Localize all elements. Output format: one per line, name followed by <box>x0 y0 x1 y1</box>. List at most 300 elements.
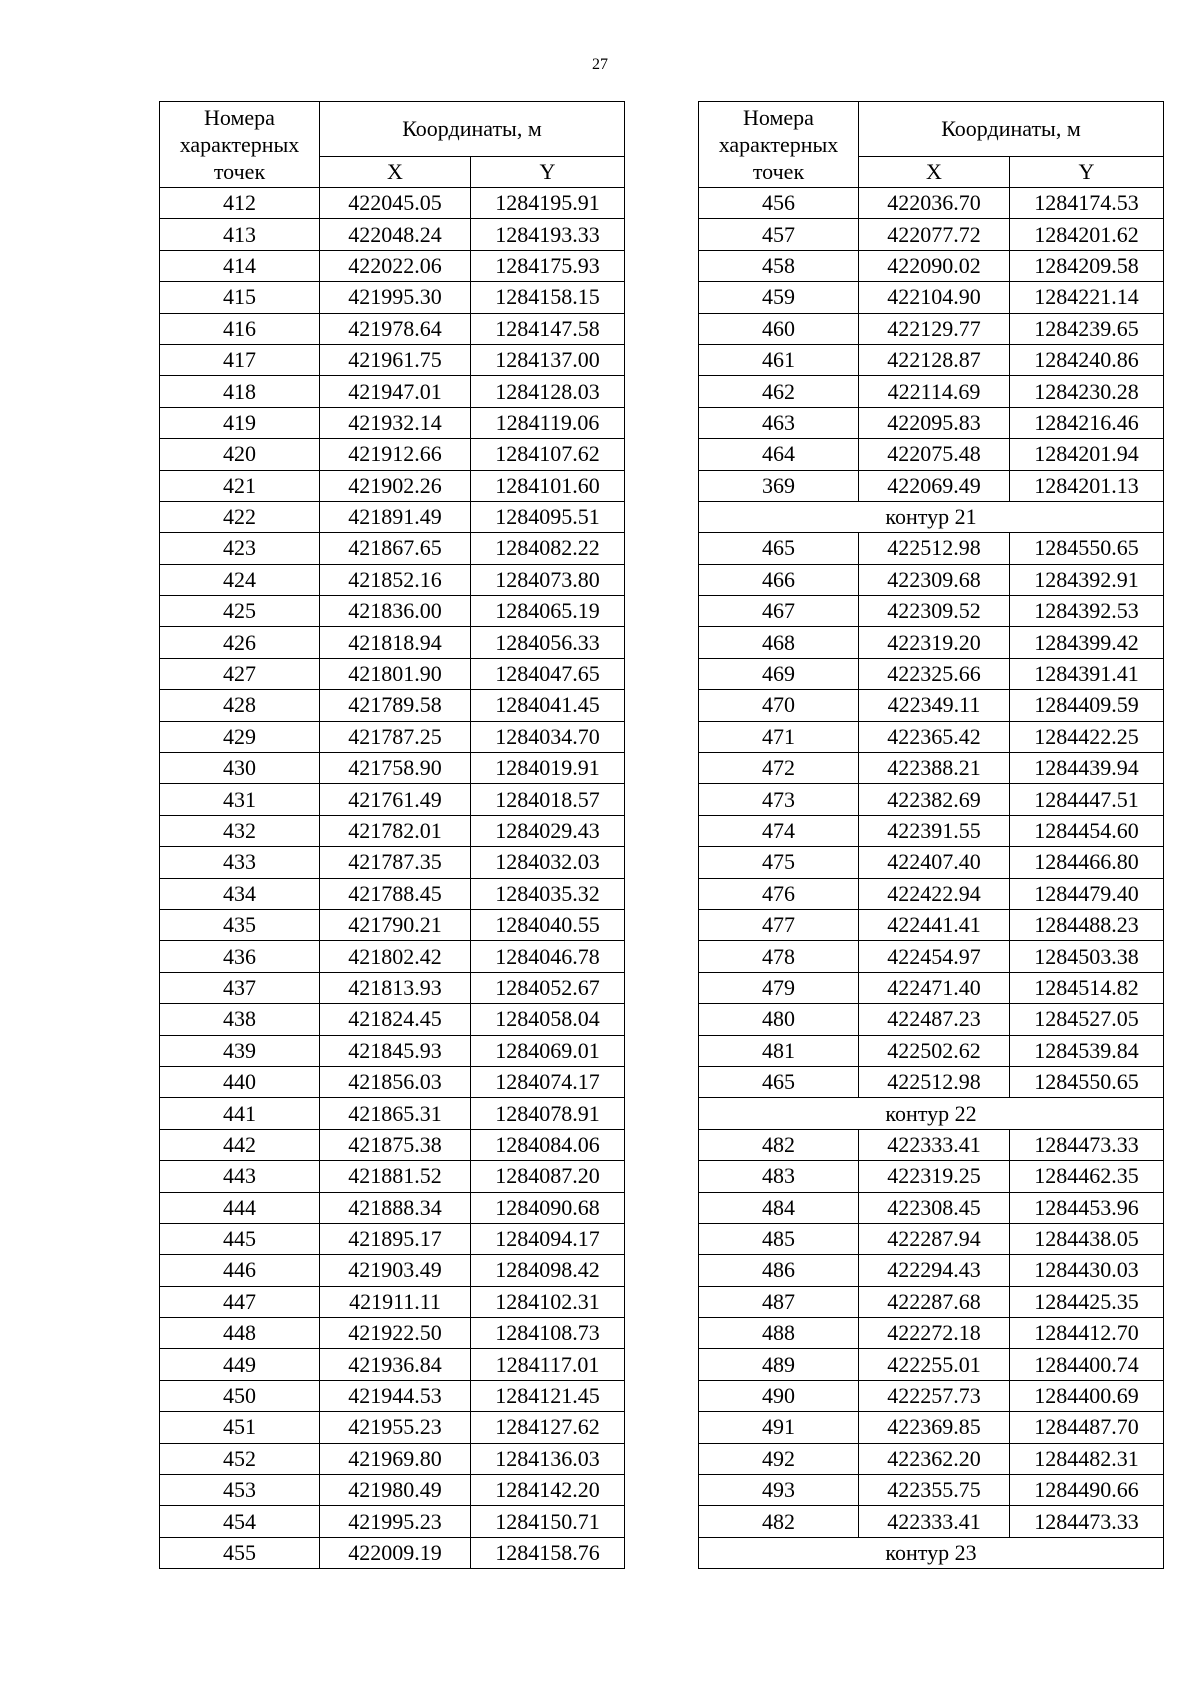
table-row <box>699 627 1164 658</box>
table-row <box>160 753 625 784</box>
table-row <box>699 313 1164 344</box>
point-number-cell: 483 <box>699 1161 859 1192</box>
x-coordinate-cell: 421867.65 <box>320 533 471 564</box>
x-coordinate-cell: 422365.42 <box>859 721 1010 752</box>
point-number-cell: 416 <box>160 313 320 344</box>
x-coordinate-cell: 422114.69 <box>859 376 1010 407</box>
x-coordinate-cell: 421895.17 <box>320 1223 471 1254</box>
point-number-cell: 475 <box>699 847 859 878</box>
y-coordinate-cell: 1284400.69 <box>1010 1380 1164 1411</box>
contour-label: контур 21 <box>699 501 1164 532</box>
table-row <box>160 219 625 250</box>
y-coordinate-cell: 1284430.03 <box>1010 1255 1164 1286</box>
table-row <box>699 1443 1164 1474</box>
y-coordinate-cell: 1284069.01 <box>471 1035 625 1066</box>
y-coordinate-cell: 1284128.03 <box>471 376 625 407</box>
table-row <box>160 282 625 313</box>
table-row <box>699 344 1164 375</box>
table-row <box>160 1066 625 1097</box>
x-coordinate-cell: 421980.49 <box>320 1475 471 1506</box>
y-coordinate-cell: 1284409.59 <box>1010 690 1164 721</box>
y-coordinate-cell: 1284412.70 <box>1010 1318 1164 1349</box>
point-number-cell: 493 <box>699 1475 859 1506</box>
table-row <box>699 376 1164 407</box>
coordinates-table-left <box>159 101 625 1569</box>
y-coordinate-cell: 1284201.13 <box>1010 470 1164 501</box>
x-coordinate-cell: 421995.23 <box>320 1506 471 1537</box>
y-coordinate-cell: 1284195.91 <box>471 188 625 219</box>
y-coordinate-cell: 1284121.45 <box>471 1380 625 1411</box>
coordinates-table-right <box>698 101 1164 1569</box>
point-number-cell: 484 <box>699 1192 859 1223</box>
point-number-cell: 463 <box>699 407 859 438</box>
point-number-cell: 451 <box>160 1412 320 1443</box>
table-row <box>160 1098 625 1129</box>
point-number-cell: 434 <box>160 878 320 909</box>
y-coordinate-cell: 1284209.58 <box>1010 250 1164 281</box>
x-coordinate-cell: 421801.90 <box>320 658 471 689</box>
y-coordinate-cell: 1284137.00 <box>471 344 625 375</box>
x-coordinate-cell: 421856.03 <box>320 1066 471 1097</box>
table-row <box>699 439 1164 470</box>
table-row <box>160 627 625 658</box>
x-coordinate-cell: 422502.62 <box>859 1035 1010 1066</box>
point-number-cell: 415 <box>160 282 320 313</box>
point-number-cell: 432 <box>160 815 320 846</box>
y-coordinate-cell: 1284422.25 <box>1010 721 1164 752</box>
x-coordinate-cell: 422487.23 <box>859 1004 1010 1035</box>
x-coordinate-cell: 422077.72 <box>859 219 1010 250</box>
table-row <box>160 658 625 689</box>
y-coordinate-cell: 1284216.46 <box>1010 407 1164 438</box>
table-row <box>699 690 1164 721</box>
table-row <box>699 1412 1164 1443</box>
point-number-cell: 448 <box>160 1318 320 1349</box>
x-coordinate-cell: 421891.49 <box>320 501 471 532</box>
x-coordinate-cell: 422022.06 <box>320 250 471 281</box>
y-coordinate-cell: 1284150.71 <box>471 1506 625 1537</box>
x-coordinate-cell: 421818.94 <box>320 627 471 658</box>
x-coordinate-cell: 421881.52 <box>320 1161 471 1192</box>
y-coordinate-cell: 1284101.60 <box>471 470 625 501</box>
table-row <box>699 941 1164 972</box>
y-coordinate-cell: 1284466.80 <box>1010 847 1164 878</box>
y-coordinate-cell: 1284034.70 <box>471 721 625 752</box>
table-row <box>160 815 625 846</box>
table-row <box>699 1286 1164 1317</box>
point-number-cell: 459 <box>699 282 859 313</box>
x-coordinate-cell: 421852.16 <box>320 564 471 595</box>
table-row <box>160 1380 625 1411</box>
table-row <box>699 1349 1164 1380</box>
y-coordinate-cell: 1284158.15 <box>471 282 625 313</box>
y-coordinate-cell: 1284078.91 <box>471 1098 625 1129</box>
x-coordinate-cell: 422104.90 <box>859 282 1010 313</box>
y-coordinate-cell: 1284107.62 <box>471 439 625 470</box>
point-number-cell: 488 <box>699 1318 859 1349</box>
y-coordinate-cell: 1284479.40 <box>1010 878 1164 909</box>
point-number-cell: 439 <box>160 1035 320 1066</box>
table-row <box>160 1443 625 1474</box>
table-row <box>160 1537 625 1568</box>
x-coordinate-cell: 421888.34 <box>320 1192 471 1223</box>
x-coordinate-cell: 421922.50 <box>320 1318 471 1349</box>
y-coordinate-cell: 1284127.62 <box>471 1412 625 1443</box>
table-row <box>160 250 625 281</box>
table-row <box>699 1035 1164 1066</box>
table-row <box>699 1255 1164 1286</box>
y-coordinate-cell: 1284221.14 <box>1010 282 1164 313</box>
y-coordinate-cell: 1284539.84 <box>1010 1035 1164 1066</box>
table-row <box>699 815 1164 846</box>
y-coordinate-cell: 1284527.05 <box>1010 1004 1164 1035</box>
x-coordinate-cell: 422075.48 <box>859 439 1010 470</box>
y-coordinate-cell: 1284503.38 <box>1010 941 1164 972</box>
y-coordinate-cell: 1284147.58 <box>471 313 625 344</box>
x-coordinate-cell: 421932.14 <box>320 407 471 438</box>
point-number-cell: 447 <box>160 1286 320 1317</box>
y-coordinate-cell: 1284090.68 <box>471 1192 625 1223</box>
x-coordinate-cell: 422272.18 <box>859 1318 1010 1349</box>
x-coordinate-cell: 422454.97 <box>859 941 1010 972</box>
page-number: 27 <box>592 56 608 73</box>
table-row <box>160 972 625 1003</box>
point-number-cell: 429 <box>160 721 320 752</box>
x-coordinate-cell: 421936.84 <box>320 1349 471 1380</box>
table-row <box>699 1004 1164 1035</box>
y-coordinate-cell: 1284084.06 <box>471 1129 625 1160</box>
x-coordinate-cell: 422349.11 <box>859 690 1010 721</box>
table-row <box>160 1318 625 1349</box>
y-header: Y <box>1010 157 1164 188</box>
y-coordinate-cell: 1284392.53 <box>1010 596 1164 627</box>
table-row <box>160 376 625 407</box>
y-coordinate-cell: 1284082.22 <box>471 533 625 564</box>
table-row <box>160 784 625 815</box>
y-coordinate-cell: 1284047.65 <box>471 658 625 689</box>
table-row <box>160 1004 625 1035</box>
table-row <box>699 1318 1164 1349</box>
x-coordinate-cell: 422369.85 <box>859 1412 1010 1443</box>
table-row <box>160 1129 625 1160</box>
table-row <box>699 1066 1164 1097</box>
table-row <box>699 1129 1164 1160</box>
point-number-cell: 412 <box>160 188 320 219</box>
point-number-cell: 473 <box>699 784 859 815</box>
x-coordinate-cell: 421865.31 <box>320 1098 471 1129</box>
y-coordinate-cell: 1284175.93 <box>471 250 625 281</box>
point-number-cell: 437 <box>160 972 320 1003</box>
y-coordinate-cell: 1284425.35 <box>1010 1286 1164 1317</box>
point-number-cell: 436 <box>160 941 320 972</box>
x-coordinate-cell: 421947.01 <box>320 376 471 407</box>
y-coordinate-cell: 1284142.20 <box>471 1475 625 1506</box>
y-coordinate-cell: 1284487.70 <box>1010 1412 1164 1443</box>
y-coordinate-cell: 1284240.86 <box>1010 344 1164 375</box>
x-coordinate-cell: 421961.75 <box>320 344 471 375</box>
y-coordinate-cell: 1284094.17 <box>471 1223 625 1254</box>
y-coordinate-cell: 1284087.20 <box>471 1161 625 1192</box>
x-coordinate-cell: 422009.19 <box>320 1537 471 1568</box>
y-coordinate-cell: 1284439.94 <box>1010 753 1164 784</box>
table-row <box>699 282 1164 313</box>
point-number-cell: 482 <box>699 1506 859 1537</box>
contour-label: контур 23 <box>699 1537 1164 1568</box>
contour-row <box>699 501 1164 532</box>
x-coordinate-cell: 422129.77 <box>859 313 1010 344</box>
table-row <box>160 533 625 564</box>
y-coordinate-cell: 1284447.51 <box>1010 784 1164 815</box>
points-header: Номера характерных точек <box>160 102 320 188</box>
x-coordinate-cell: 421813.93 <box>320 972 471 1003</box>
x-coordinate-cell: 421787.25 <box>320 721 471 752</box>
x-coordinate-cell: 421788.45 <box>320 878 471 909</box>
table-row <box>160 564 625 595</box>
point-number-cell: 435 <box>160 909 320 940</box>
x-header: X <box>859 157 1010 188</box>
y-coordinate-cell: 1284462.35 <box>1010 1161 1164 1192</box>
y-coordinate-cell: 1284032.03 <box>471 847 625 878</box>
table-row <box>699 721 1164 752</box>
coords-header: Координаты, м <box>859 102 1164 157</box>
y-coordinate-cell: 1284035.32 <box>471 878 625 909</box>
point-number-cell: 421 <box>160 470 320 501</box>
point-number-cell: 427 <box>160 658 320 689</box>
table-row <box>699 564 1164 595</box>
table-row <box>160 690 625 721</box>
point-number-cell: 456 <box>699 188 859 219</box>
y-coordinate-cell: 1284453.96 <box>1010 1192 1164 1223</box>
x-coordinate-cell: 422090.02 <box>859 250 1010 281</box>
x-coordinate-cell: 421912.66 <box>320 439 471 470</box>
point-number-cell: 423 <box>160 533 320 564</box>
x-header: X <box>320 157 471 188</box>
table-row <box>160 313 625 344</box>
point-number-cell: 418 <box>160 376 320 407</box>
point-number-cell: 469 <box>699 658 859 689</box>
table-row <box>699 784 1164 815</box>
x-coordinate-cell: 421824.45 <box>320 1004 471 1035</box>
table-row <box>160 721 625 752</box>
x-coordinate-cell: 421903.49 <box>320 1255 471 1286</box>
x-coordinate-cell: 422362.20 <box>859 1443 1010 1474</box>
x-coordinate-cell: 422325.66 <box>859 658 1010 689</box>
y-coordinate-cell: 1284201.94 <box>1010 439 1164 470</box>
point-number-cell: 482 <box>699 1129 859 1160</box>
table-row <box>699 470 1164 501</box>
x-coordinate-cell: 422309.52 <box>859 596 1010 627</box>
table-row <box>160 909 625 940</box>
x-coordinate-cell: 422069.49 <box>859 470 1010 501</box>
table-row <box>699 1475 1164 1506</box>
point-number-cell: 466 <box>699 564 859 595</box>
x-coordinate-cell: 422407.40 <box>859 847 1010 878</box>
x-coordinate-cell: 422257.73 <box>859 1380 1010 1411</box>
point-number-cell: 491 <box>699 1412 859 1443</box>
y-coordinate-cell: 1284040.55 <box>471 909 625 940</box>
x-coordinate-cell: 422309.68 <box>859 564 1010 595</box>
table-row <box>160 1192 625 1223</box>
x-coordinate-cell: 421902.26 <box>320 470 471 501</box>
point-number-cell: 461 <box>699 344 859 375</box>
x-coordinate-cell: 422471.40 <box>859 972 1010 1003</box>
point-number-cell: 417 <box>160 344 320 375</box>
x-coordinate-cell: 421845.93 <box>320 1035 471 1066</box>
point-number-cell: 440 <box>160 1066 320 1097</box>
y-coordinate-cell: 1284058.04 <box>471 1004 625 1035</box>
x-coordinate-cell: 422045.05 <box>320 188 471 219</box>
point-number-cell: 443 <box>160 1161 320 1192</box>
y-coordinate-cell: 1284490.66 <box>1010 1475 1164 1506</box>
x-coordinate-cell: 421836.00 <box>320 596 471 627</box>
table-body-left <box>160 188 625 1569</box>
table-row <box>160 188 625 219</box>
point-number-cell: 492 <box>699 1443 859 1474</box>
y-coordinate-cell: 1284074.17 <box>471 1066 625 1097</box>
y-coordinate-cell: 1284550.65 <box>1010 533 1164 564</box>
y-coordinate-cell: 1284473.33 <box>1010 1129 1164 1160</box>
table-row <box>699 909 1164 940</box>
point-number-cell: 426 <box>160 627 320 658</box>
table-row <box>160 1506 625 1537</box>
table-row <box>160 1412 625 1443</box>
x-coordinate-cell: 421911.11 <box>320 1286 471 1317</box>
x-coordinate-cell: 422382.69 <box>859 784 1010 815</box>
y-coordinate-cell: 1284230.28 <box>1010 376 1164 407</box>
table-row <box>699 250 1164 281</box>
point-number-cell: 420 <box>160 439 320 470</box>
x-coordinate-cell: 422255.01 <box>859 1349 1010 1380</box>
point-number-cell: 425 <box>160 596 320 627</box>
x-coordinate-cell: 422095.83 <box>859 407 1010 438</box>
y-coordinate-cell: 1284174.53 <box>1010 188 1164 219</box>
table-row <box>160 1223 625 1254</box>
y-coordinate-cell: 1284065.19 <box>471 596 625 627</box>
y-coordinate-cell: 1284019.91 <box>471 753 625 784</box>
point-number-cell: 468 <box>699 627 859 658</box>
table-row <box>160 344 625 375</box>
table-row <box>160 1035 625 1066</box>
table-row <box>699 658 1164 689</box>
x-coordinate-cell: 421802.42 <box>320 941 471 972</box>
y-coordinate-cell: 1284438.05 <box>1010 1223 1164 1254</box>
point-number-cell: 481 <box>699 1035 859 1066</box>
contour-row <box>699 1098 1164 1129</box>
y-coordinate-cell: 1284158.76 <box>471 1537 625 1568</box>
point-number-cell: 455 <box>160 1537 320 1568</box>
y-coordinate-cell: 1284391.41 <box>1010 658 1164 689</box>
x-coordinate-cell: 421944.53 <box>320 1380 471 1411</box>
point-number-cell: 441 <box>160 1098 320 1129</box>
point-number-cell: 442 <box>160 1129 320 1160</box>
x-coordinate-cell: 421875.38 <box>320 1129 471 1160</box>
table-row <box>160 470 625 501</box>
point-number-cell: 445 <box>160 1223 320 1254</box>
y-coordinate-cell: 1284454.60 <box>1010 815 1164 846</box>
y-coordinate-cell: 1284514.82 <box>1010 972 1164 1003</box>
table-row <box>699 533 1164 564</box>
table-row <box>699 1161 1164 1192</box>
table-row <box>699 1223 1164 1254</box>
y-coordinate-cell: 1284136.03 <box>471 1443 625 1474</box>
contour-row <box>699 1537 1164 1568</box>
point-number-cell: 431 <box>160 784 320 815</box>
point-number-cell: 477 <box>699 909 859 940</box>
table-row <box>699 847 1164 878</box>
x-coordinate-cell: 422422.94 <box>859 878 1010 909</box>
table-row <box>699 1192 1164 1223</box>
x-coordinate-cell: 422287.94 <box>859 1223 1010 1254</box>
y-coordinate-cell: 1284095.51 <box>471 501 625 532</box>
point-number-cell: 490 <box>699 1380 859 1411</box>
point-number-cell: 462 <box>699 376 859 407</box>
y-coordinate-cell: 1284488.23 <box>1010 909 1164 940</box>
x-coordinate-cell: 421787.35 <box>320 847 471 878</box>
point-number-cell: 474 <box>699 815 859 846</box>
x-coordinate-cell: 422294.43 <box>859 1255 1010 1286</box>
point-number-cell: 454 <box>160 1506 320 1537</box>
x-coordinate-cell: 422048.24 <box>320 219 471 250</box>
point-number-cell: 489 <box>699 1349 859 1380</box>
x-coordinate-cell: 421761.49 <box>320 784 471 815</box>
point-number-cell: 457 <box>699 219 859 250</box>
table-row <box>699 1380 1164 1411</box>
contour-label: контур 22 <box>699 1098 1164 1129</box>
table-row <box>160 1161 625 1192</box>
point-number-cell: 414 <box>160 250 320 281</box>
x-coordinate-cell: 421995.30 <box>320 282 471 313</box>
point-number-cell: 430 <box>160 753 320 784</box>
table-row <box>699 596 1164 627</box>
table-row <box>160 407 625 438</box>
point-number-cell: 479 <box>699 972 859 1003</box>
point-number-cell: 460 <box>699 313 859 344</box>
point-number-cell: 413 <box>160 219 320 250</box>
y-coordinate-cell: 1284102.31 <box>471 1286 625 1317</box>
point-number-cell: 419 <box>160 407 320 438</box>
y-coordinate-cell: 1284117.01 <box>471 1349 625 1380</box>
point-number-cell: 487 <box>699 1286 859 1317</box>
x-coordinate-cell: 422333.41 <box>859 1506 1010 1537</box>
y-coordinate-cell: 1284029.43 <box>471 815 625 846</box>
point-number-cell: 471 <box>699 721 859 752</box>
table-row <box>160 1349 625 1380</box>
x-coordinate-cell: 422388.21 <box>859 753 1010 784</box>
y-coordinate-cell: 1284108.73 <box>471 1318 625 1349</box>
y-coordinate-cell: 1284098.42 <box>471 1255 625 1286</box>
y-coordinate-cell: 1284473.33 <box>1010 1506 1164 1537</box>
y-coordinate-cell: 1284239.65 <box>1010 313 1164 344</box>
y-coordinate-cell: 1284119.06 <box>471 407 625 438</box>
point-number-cell: 465 <box>699 1066 859 1097</box>
point-number-cell: 452 <box>160 1443 320 1474</box>
x-coordinate-cell: 421978.64 <box>320 313 471 344</box>
table-row <box>699 878 1164 909</box>
table-row <box>160 1475 625 1506</box>
point-number-cell: 480 <box>699 1004 859 1035</box>
table-row <box>699 407 1164 438</box>
point-number-cell: 446 <box>160 1255 320 1286</box>
y-coordinate-cell: 1284392.91 <box>1010 564 1164 595</box>
point-number-cell: 449 <box>160 1349 320 1380</box>
x-coordinate-cell: 421955.23 <box>320 1412 471 1443</box>
x-coordinate-cell: 422333.41 <box>859 1129 1010 1160</box>
y-coordinate-cell: 1284046.78 <box>471 941 625 972</box>
table-row <box>699 1506 1164 1537</box>
point-number-cell: 458 <box>699 250 859 281</box>
table-body-right <box>699 188 1164 1569</box>
point-number-cell: 472 <box>699 753 859 784</box>
